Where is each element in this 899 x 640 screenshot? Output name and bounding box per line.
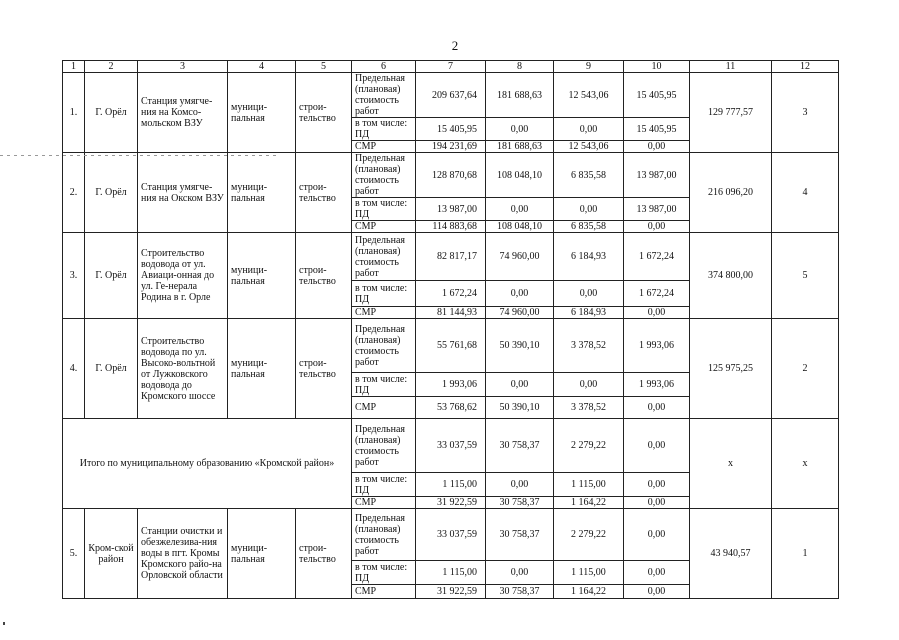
- cost-value: 33 037,59: [416, 509, 486, 561]
- cost-label-limit: Предельная (плановая) стоимость работ: [352, 319, 416, 373]
- cost-value: 30 758,37: [486, 585, 554, 599]
- cost-value: 181 688,63: [486, 73, 554, 118]
- cost-label-smr: СМР: [352, 497, 416, 509]
- cost-label-pd: в том числе: ПД: [352, 561, 416, 585]
- cost-value: 0,00: [624, 221, 690, 233]
- cost-value: 0,00: [554, 118, 624, 141]
- cost-value: 209 637,64: [416, 73, 486, 118]
- subtotal-label: Итого по муниципальному образованию «Кромской район»: [63, 419, 352, 509]
- row-place: Г. Орёл: [85, 319, 138, 419]
- cost-value: 6 184,93: [554, 307, 624, 319]
- cost-value: 0,00: [624, 509, 690, 561]
- row-ownership: муници-пальная: [228, 509, 296, 599]
- row-col12: 2: [772, 319, 839, 419]
- row-place: Кром-ской район: [85, 509, 138, 599]
- row-col12: 3: [772, 73, 839, 153]
- cost-value: 81 144,93: [416, 307, 486, 319]
- header-cell: 3: [138, 61, 228, 73]
- row-ownership: муници-пальная: [228, 73, 296, 153]
- row-object: Строительство водовода от ул. Авиаци-онная до ул. Ге-нерала Родина в г. Орле: [138, 233, 228, 319]
- cost-value: 50 390,10: [486, 397, 554, 419]
- cost-label-smr: СМР: [352, 141, 416, 153]
- cost-label-limit: Предельная (плановая) стоимость работ: [352, 233, 416, 281]
- cost-label-pd: в том числе: ПД: [352, 281, 416, 307]
- header-cell: 10: [624, 61, 690, 73]
- cost-value: 1 115,00: [416, 473, 486, 497]
- header-cell: 12: [772, 61, 839, 73]
- cost-value: 30 758,37: [486, 497, 554, 509]
- row-type: строи-тельство: [296, 233, 352, 319]
- row-ownership: муници-пальная: [228, 153, 296, 233]
- table-row: [63, 153, 839, 198]
- row-place: Г. Орёл: [85, 73, 138, 153]
- cost-value: 0,00: [624, 397, 690, 419]
- cost-value: 0,00: [486, 473, 554, 497]
- cost-value: 1 672,24: [624, 281, 690, 307]
- cost-value: 1 164,22: [554, 585, 624, 599]
- cost-value: 12 543,06: [554, 141, 624, 153]
- cost-value: 181 688,63: [486, 141, 554, 153]
- row-col12: x: [772, 419, 839, 509]
- row-object: Станции очистки и обезжелезива-ния воды в пгт. Кромы Кромского райо-на Орловской области: [138, 509, 228, 599]
- cost-value: 15 405,95: [624, 118, 690, 141]
- row-number: 4.: [63, 319, 85, 419]
- cost-value: 108 048,10: [486, 221, 554, 233]
- cost-value: 74 960,00: [486, 233, 554, 281]
- cost-value: 0,00: [624, 307, 690, 319]
- cost-value: 114 883,68: [416, 221, 486, 233]
- row-place: Г. Орёл: [85, 233, 138, 319]
- header-cell: 11: [690, 61, 772, 73]
- row-ownership: муници-пальная: [228, 233, 296, 319]
- cost-label-smr: СМР: [352, 397, 416, 419]
- row-col11: 129 777,57: [690, 73, 772, 153]
- cost-value: 0,00: [624, 497, 690, 509]
- cost-label-limit: Предельная (плановая) стоимость работ: [352, 73, 416, 118]
- cost-value: 0,00: [486, 373, 554, 397]
- cost-value: 55 761,68: [416, 319, 486, 373]
- row-col11: 374 800,00: [690, 233, 772, 319]
- table-row: [63, 233, 839, 281]
- table-row: [63, 73, 839, 118]
- cost-value: 15 405,95: [624, 73, 690, 118]
- cost-value: 1 993,06: [624, 319, 690, 373]
- cost-value: 3 378,52: [554, 319, 624, 373]
- cost-value: 30 758,37: [486, 509, 554, 561]
- scan-artifact-line: [0, 155, 280, 156]
- cost-value: 0,00: [486, 118, 554, 141]
- header-cell: 2: [85, 61, 138, 73]
- cost-value: 50 390,10: [486, 319, 554, 373]
- cost-value: 13 987,00: [416, 198, 486, 221]
- row-col11: 125 975,25: [690, 319, 772, 419]
- cost-value: 6 835,58: [554, 153, 624, 198]
- row-place: Г. Орёл: [85, 153, 138, 233]
- page-number: 2: [451, 38, 459, 53]
- cost-label-pd: в том числе: ПД: [352, 473, 416, 497]
- cost-value: 6 835,58: [554, 221, 624, 233]
- row-object: Станция умягче-ния на Окском ВЗУ: [138, 153, 228, 233]
- row-ownership: муници-пальная: [228, 319, 296, 419]
- row-number: 5.: [63, 509, 85, 599]
- cost-value: 2 279,22: [554, 509, 624, 561]
- header-cell: 9: [554, 61, 624, 73]
- row-type: строи-тельство: [296, 153, 352, 233]
- table-row: [63, 319, 839, 373]
- header-cell: 8: [486, 61, 554, 73]
- cost-value: 30 758,37: [486, 419, 554, 473]
- row-col11: x: [690, 419, 772, 509]
- cost-value: 31 922,59: [416, 497, 486, 509]
- cost-label-smr: СМР: [352, 307, 416, 319]
- cost-value: 0,00: [554, 281, 624, 307]
- cost-label-limit: Предельная (плановая) стоимость работ: [352, 509, 416, 561]
- row-number: 1.: [63, 73, 85, 153]
- table-row: [63, 509, 839, 561]
- header-row: [63, 61, 839, 73]
- cost-value: 1 672,24: [416, 281, 486, 307]
- cost-value: 128 870,68: [416, 153, 486, 198]
- row-col11: 216 096,20: [690, 153, 772, 233]
- cost-value: 1 115,00: [554, 561, 624, 585]
- cost-value: 194 231,69: [416, 141, 486, 153]
- row-col12: 5: [772, 233, 839, 319]
- cost-label-limit: Предельная (плановая) стоимость работ: [352, 153, 416, 198]
- cost-value: 0,00: [624, 419, 690, 473]
- cost-value: 0,00: [554, 198, 624, 221]
- cost-value: 33 037,59: [416, 419, 486, 473]
- header-cell: 5: [296, 61, 352, 73]
- cost-value: 0,00: [624, 141, 690, 153]
- row-number: 2.: [63, 153, 85, 233]
- cost-value: 1 993,06: [416, 373, 486, 397]
- cost-label-smr: СМР: [352, 585, 416, 599]
- table-row: [63, 419, 839, 473]
- cost-value: 1 115,00: [554, 473, 624, 497]
- row-object: Станция умягче-ния на Комсо-мольском ВЗУ: [138, 73, 228, 153]
- cost-value: 6 184,93: [554, 233, 624, 281]
- header-cell: 1: [63, 61, 85, 73]
- cost-value: 0,00: [486, 281, 554, 307]
- row-number: 3.: [63, 233, 85, 319]
- cost-value: 13 987,00: [624, 153, 690, 198]
- row-col12: 1: [772, 509, 839, 599]
- row-type: строи-тельство: [296, 509, 352, 599]
- cost-value: 82 817,17: [416, 233, 486, 281]
- header-cell: 4: [228, 61, 296, 73]
- header-cell: 6: [352, 61, 416, 73]
- cost-value: 3 378,52: [554, 397, 624, 419]
- cost-value: 1 993,06: [624, 373, 690, 397]
- cost-value: 108 048,10: [486, 153, 554, 198]
- cost-value: 0,00: [624, 585, 690, 599]
- row-type: строи-тельство: [296, 319, 352, 419]
- cost-value: 1 672,24: [624, 233, 690, 281]
- row-type: строи-тельство: [296, 73, 352, 153]
- cost-label-smr: СМР: [352, 221, 416, 233]
- cost-value: 15 405,95: [416, 118, 486, 141]
- row-object: Строительство водовода по ул. Высоко-вольтной от Лужковского водовода до Кромского шоссе: [138, 319, 228, 419]
- cost-label-pd: в том числе: ПД: [352, 198, 416, 221]
- cost-value: 1 115,00: [416, 561, 486, 585]
- row-col11: 43 940,57: [690, 509, 772, 599]
- cost-value: 0,00: [486, 198, 554, 221]
- header-cell: 7: [416, 61, 486, 73]
- scan-artifact-dot: [3, 622, 5, 625]
- cost-label-limit: Предельная (плановая) стоимость работ: [352, 419, 416, 473]
- cost-value: 0,00: [624, 561, 690, 585]
- cost-value: 0,00: [486, 561, 554, 585]
- row-col12: 4: [772, 153, 839, 233]
- cost-value: 13 987,00: [624, 198, 690, 221]
- cost-value: 0,00: [554, 373, 624, 397]
- cost-value: 12 543,06: [554, 73, 624, 118]
- investment-table: [62, 60, 839, 599]
- cost-value: 31 922,59: [416, 585, 486, 599]
- cost-value: 53 768,62: [416, 397, 486, 419]
- cost-value: 0,00: [624, 473, 690, 497]
- cost-value: 2 279,22: [554, 419, 624, 473]
- cost-label-pd: в том числе: ПД: [352, 373, 416, 397]
- cost-value: 1 164,22: [554, 497, 624, 509]
- cost-label-pd: в том числе: ПД: [352, 118, 416, 141]
- cost-value: 74 960,00: [486, 307, 554, 319]
